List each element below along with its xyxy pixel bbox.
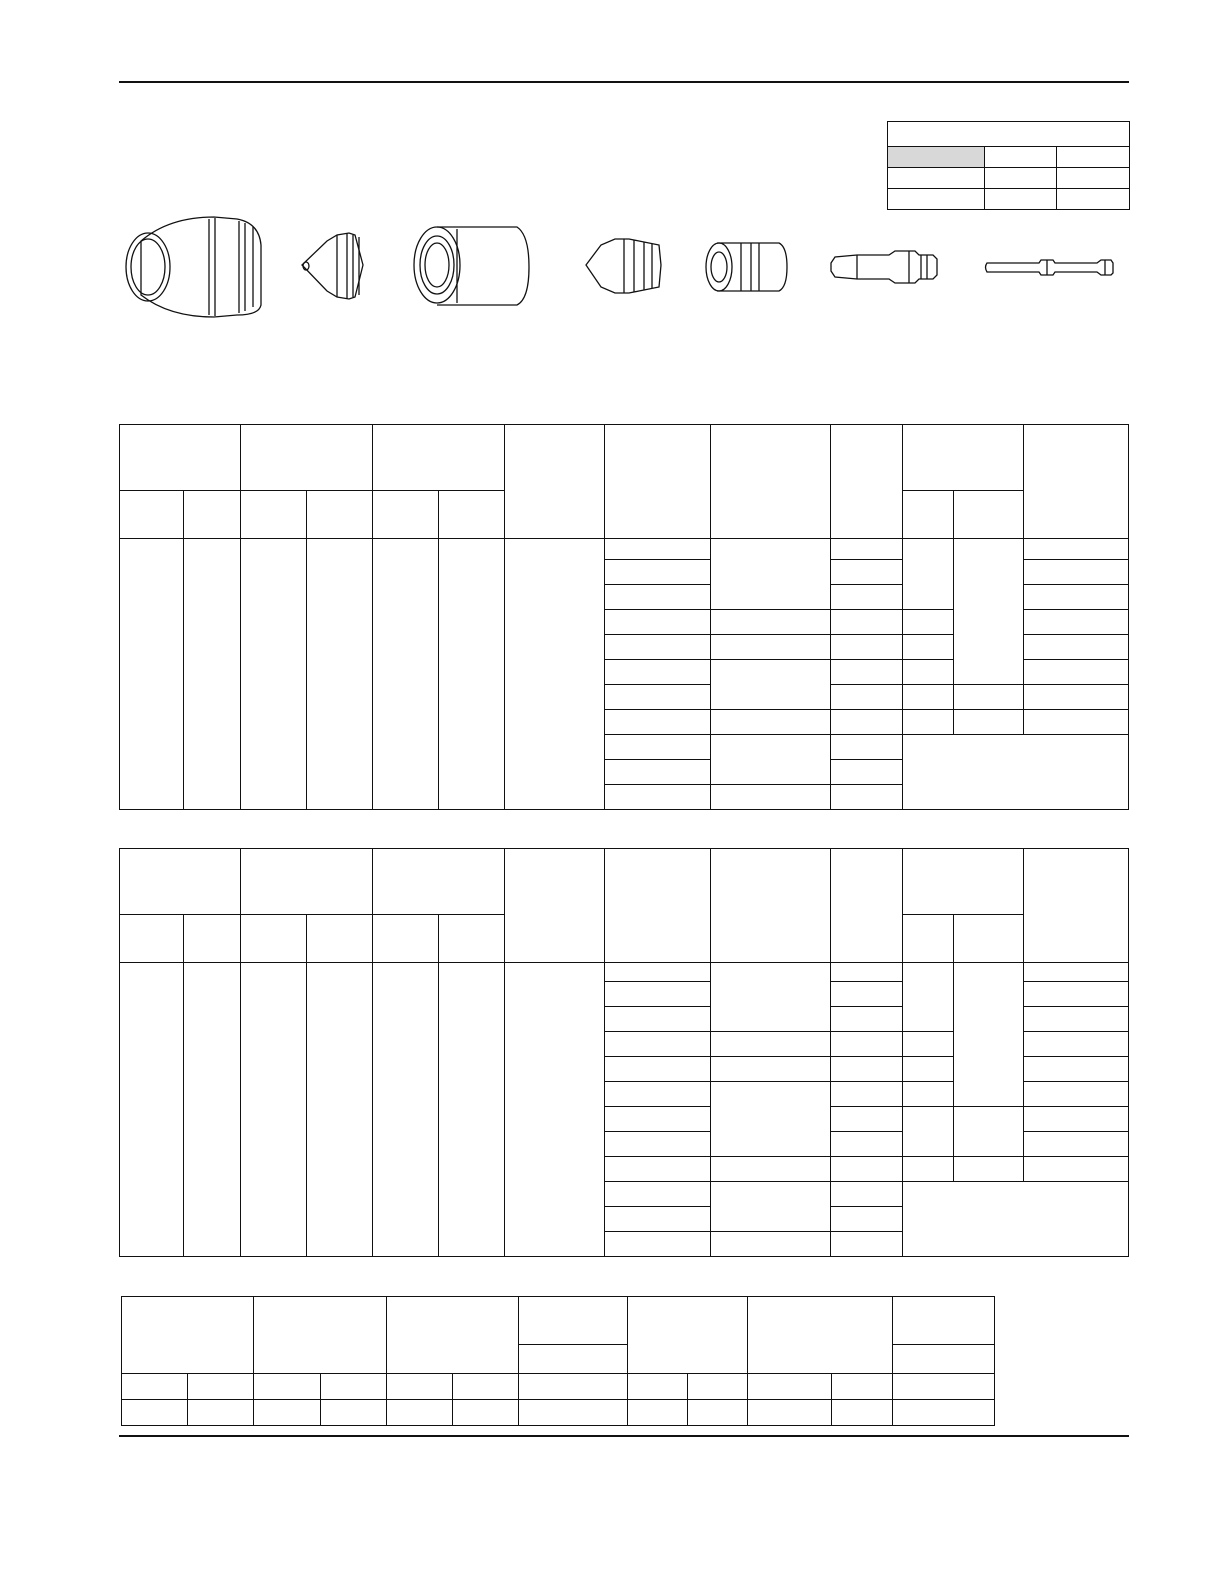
data-cell: [903, 1082, 954, 1107]
subheader-cell: [241, 915, 307, 963]
data-cell: [605, 1232, 711, 1257]
data-cell: [120, 539, 184, 810]
data-cell: [954, 539, 1024, 685]
header-cell: [386, 1297, 518, 1374]
subheader-cell: [903, 915, 954, 963]
header-cell: [373, 849, 505, 915]
data-cell: [711, 1082, 831, 1157]
shield-icon: [126, 217, 261, 317]
data-cell: [1024, 1132, 1129, 1157]
data-cell: [903, 610, 954, 635]
data-cell: [954, 1157, 1024, 1182]
header-cell: [903, 849, 1024, 915]
subheader-cell: [254, 1374, 320, 1400]
data-cell: [903, 635, 954, 660]
data-cell: [505, 963, 605, 1257]
water-tube-icon: [986, 260, 1114, 275]
data-cell: [831, 685, 903, 710]
data-cell: [1024, 1107, 1129, 1132]
subheader-cell: [184, 491, 241, 539]
data-cell: [605, 735, 711, 760]
data-cell: [711, 1232, 831, 1257]
header-cell: [605, 849, 711, 963]
data-cell: [320, 1400, 386, 1426]
legend-cell: [985, 147, 1057, 168]
data-cell: [711, 1182, 831, 1232]
data-cell: [831, 1107, 903, 1132]
subheader-cell: [687, 1374, 747, 1400]
data-cell: [711, 539, 831, 610]
data-cell: [1024, 585, 1129, 610]
data-cell: [505, 539, 605, 810]
data-cell: [439, 539, 505, 810]
data-cell: [903, 539, 954, 610]
subheader-cell: [832, 1374, 892, 1400]
data-cell: [954, 1107, 1024, 1157]
legend-cell: [1057, 168, 1130, 189]
data-cell: [831, 610, 903, 635]
data-cell: [605, 1032, 711, 1057]
data-cell: [605, 539, 711, 560]
data-cell: [605, 610, 711, 635]
data-cell: [903, 710, 954, 735]
data-cell: [373, 539, 439, 810]
data-cell: [605, 760, 711, 785]
subheader-cell: [892, 1345, 994, 1374]
data-cell: [307, 539, 373, 810]
legend-table: [887, 121, 1130, 210]
data-cell: [832, 1400, 892, 1426]
data-cell: [831, 1157, 903, 1182]
header-cell: [505, 849, 605, 963]
data-cell: [831, 1032, 903, 1057]
header-cell: [373, 425, 505, 491]
data-cell: [903, 1157, 954, 1182]
data-cell: [605, 963, 711, 982]
data-cell: [605, 660, 711, 685]
data-cell: [831, 585, 903, 610]
data-cell: [748, 1400, 832, 1426]
subheader-cell: [307, 491, 373, 539]
data-cell: [1024, 710, 1129, 735]
data-cell: [605, 1132, 711, 1157]
data-cell: [605, 685, 711, 710]
data-cell: [831, 1182, 903, 1207]
electrode-icon: [831, 251, 937, 283]
subheader-cell: [903, 491, 954, 539]
data-cell: [1024, 660, 1129, 685]
data-cell: [627, 1400, 687, 1426]
swirl-ring-icon: [706, 243, 787, 291]
data-cell: [1024, 539, 1129, 560]
subheader-cell: [892, 1374, 994, 1400]
data-cell: [1024, 685, 1129, 710]
data-cell: [711, 1057, 831, 1082]
data-cell: [605, 982, 711, 1007]
subheader-cell: [627, 1374, 687, 1400]
data-cell: [903, 1107, 954, 1157]
data-cell: [605, 635, 711, 660]
legend-cell: [1057, 147, 1130, 168]
data-cell: [831, 710, 903, 735]
data-cell: [605, 1107, 711, 1132]
subheader-cell: [519, 1345, 627, 1374]
subheader-cell: [120, 915, 184, 963]
cut-chart-table-1: [119, 424, 1129, 810]
data-cell: [120, 963, 184, 1257]
data-cell: [188, 1400, 254, 1426]
data-cell: [184, 963, 241, 1257]
header-cell: [748, 1297, 892, 1374]
subheader-cell: [748, 1374, 832, 1400]
data-cell: [605, 1207, 711, 1232]
subheader-cell: [373, 491, 439, 539]
footer-rule: [119, 1435, 1129, 1437]
subheader-cell: [307, 915, 373, 963]
header-cell: [711, 849, 831, 963]
data-cell: [1024, 635, 1129, 660]
data-cell: [605, 1057, 711, 1082]
data-cell: [831, 1207, 903, 1232]
subheader-cell: [320, 1374, 386, 1400]
data-cell: [1024, 610, 1129, 635]
data-cell: [1024, 560, 1129, 585]
data-cell: [254, 1400, 320, 1426]
data-cell: [711, 635, 831, 660]
data-cell: [831, 963, 903, 982]
data-cell: [307, 963, 373, 1257]
data-cell: [954, 685, 1024, 710]
data-cell: [903, 1182, 1129, 1257]
subheader-cell: [439, 915, 505, 963]
subheader-cell: [241, 491, 307, 539]
data-cell: [122, 1400, 188, 1426]
data-cell: [386, 1400, 452, 1426]
data-cell: [831, 660, 903, 685]
subheader-cell: [519, 1374, 627, 1400]
header-cell: [903, 425, 1024, 491]
header-cell: [505, 425, 605, 539]
retaining-cap-icon: [414, 227, 529, 305]
subheader-cell: [188, 1374, 254, 1400]
header-cell: [711, 425, 831, 539]
data-cell: [1024, 1057, 1129, 1082]
data-cell: [605, 1007, 711, 1032]
header-cell: [241, 425, 373, 491]
nozzle-small-icon: [586, 239, 661, 293]
data-cell: [954, 710, 1024, 735]
header-cell: [519, 1297, 627, 1345]
header-cell: [831, 849, 903, 963]
subheader-cell: [120, 491, 184, 539]
cut-chart-table-2: [119, 848, 1129, 1257]
data-cell: [903, 1057, 954, 1082]
header-cell: [605, 425, 711, 539]
data-cell: [831, 982, 903, 1007]
header-cell: [831, 425, 903, 539]
data-cell: [711, 735, 831, 785]
data-cell: [903, 660, 954, 685]
consumables-illustration: [119, 205, 1129, 335]
data-cell: [1024, 1082, 1129, 1107]
data-cell: [831, 1007, 903, 1032]
subheader-cell: [439, 491, 505, 539]
data-cell: [605, 1182, 711, 1207]
data-cell: [831, 785, 903, 810]
header-cell: [627, 1297, 747, 1374]
data-cell: [241, 963, 307, 1257]
data-cell: [1024, 963, 1129, 982]
nozzle-icon: [302, 233, 363, 299]
data-cell: [1024, 1007, 1129, 1032]
data-cell: [241, 539, 307, 810]
legend-cell: [985, 168, 1057, 189]
data-cell: [711, 785, 831, 810]
header-cell: [892, 1297, 994, 1345]
data-cell: [903, 685, 954, 710]
data-cell: [1024, 1032, 1129, 1057]
header-cell: [120, 849, 241, 915]
header-cell: [254, 1297, 386, 1374]
data-cell: [711, 610, 831, 635]
data-cell: [892, 1400, 994, 1426]
header-rule: [119, 81, 1129, 83]
data-cell: [903, 735, 1129, 810]
data-cell: [831, 539, 903, 560]
data-cell: [519, 1400, 627, 1426]
data-cell: [1024, 982, 1129, 1007]
data-cell: [711, 1157, 831, 1182]
data-cell: [831, 1057, 903, 1082]
header-cell: [120, 425, 241, 491]
data-cell: [605, 710, 711, 735]
subheader-cell: [122, 1374, 188, 1400]
legend-title: [888, 122, 1130, 147]
data-cell: [903, 963, 954, 1032]
data-cell: [373, 963, 439, 1257]
header-cell: [241, 849, 373, 915]
data-cell: [831, 1232, 903, 1257]
subheader-cell: [954, 915, 1024, 963]
data-cell: [453, 1400, 519, 1426]
data-cell: [954, 963, 1024, 1107]
legend-cell: [888, 168, 985, 189]
data-cell: [605, 785, 711, 810]
data-cell: [711, 710, 831, 735]
data-cell: [605, 560, 711, 585]
data-cell: [605, 585, 711, 610]
data-cell: [687, 1400, 747, 1426]
data-cell: [831, 1132, 903, 1157]
data-cell: [711, 1032, 831, 1057]
subheader-cell: [386, 1374, 452, 1400]
subheader-cell: [954, 491, 1024, 539]
data-cell: [831, 1082, 903, 1107]
settings-table: [121, 1296, 995, 1426]
data-cell: [903, 1032, 954, 1057]
data-cell: [711, 660, 831, 710]
subheader-cell: [373, 915, 439, 963]
header-cell: [1024, 849, 1129, 963]
data-cell: [439, 963, 505, 1257]
data-cell: [831, 760, 903, 785]
header-cell: [1024, 425, 1129, 539]
data-cell: [831, 635, 903, 660]
data-cell: [831, 560, 903, 585]
subheader-cell: [184, 915, 241, 963]
data-cell: [711, 963, 831, 1032]
header-cell: [122, 1297, 254, 1374]
data-cell: [605, 1082, 711, 1107]
subheader-cell: [453, 1374, 519, 1400]
data-cell: [184, 539, 241, 810]
legend-cell: [888, 147, 985, 168]
data-cell: [831, 735, 903, 760]
data-cell: [1024, 1157, 1129, 1182]
data-cell: [605, 1157, 711, 1182]
